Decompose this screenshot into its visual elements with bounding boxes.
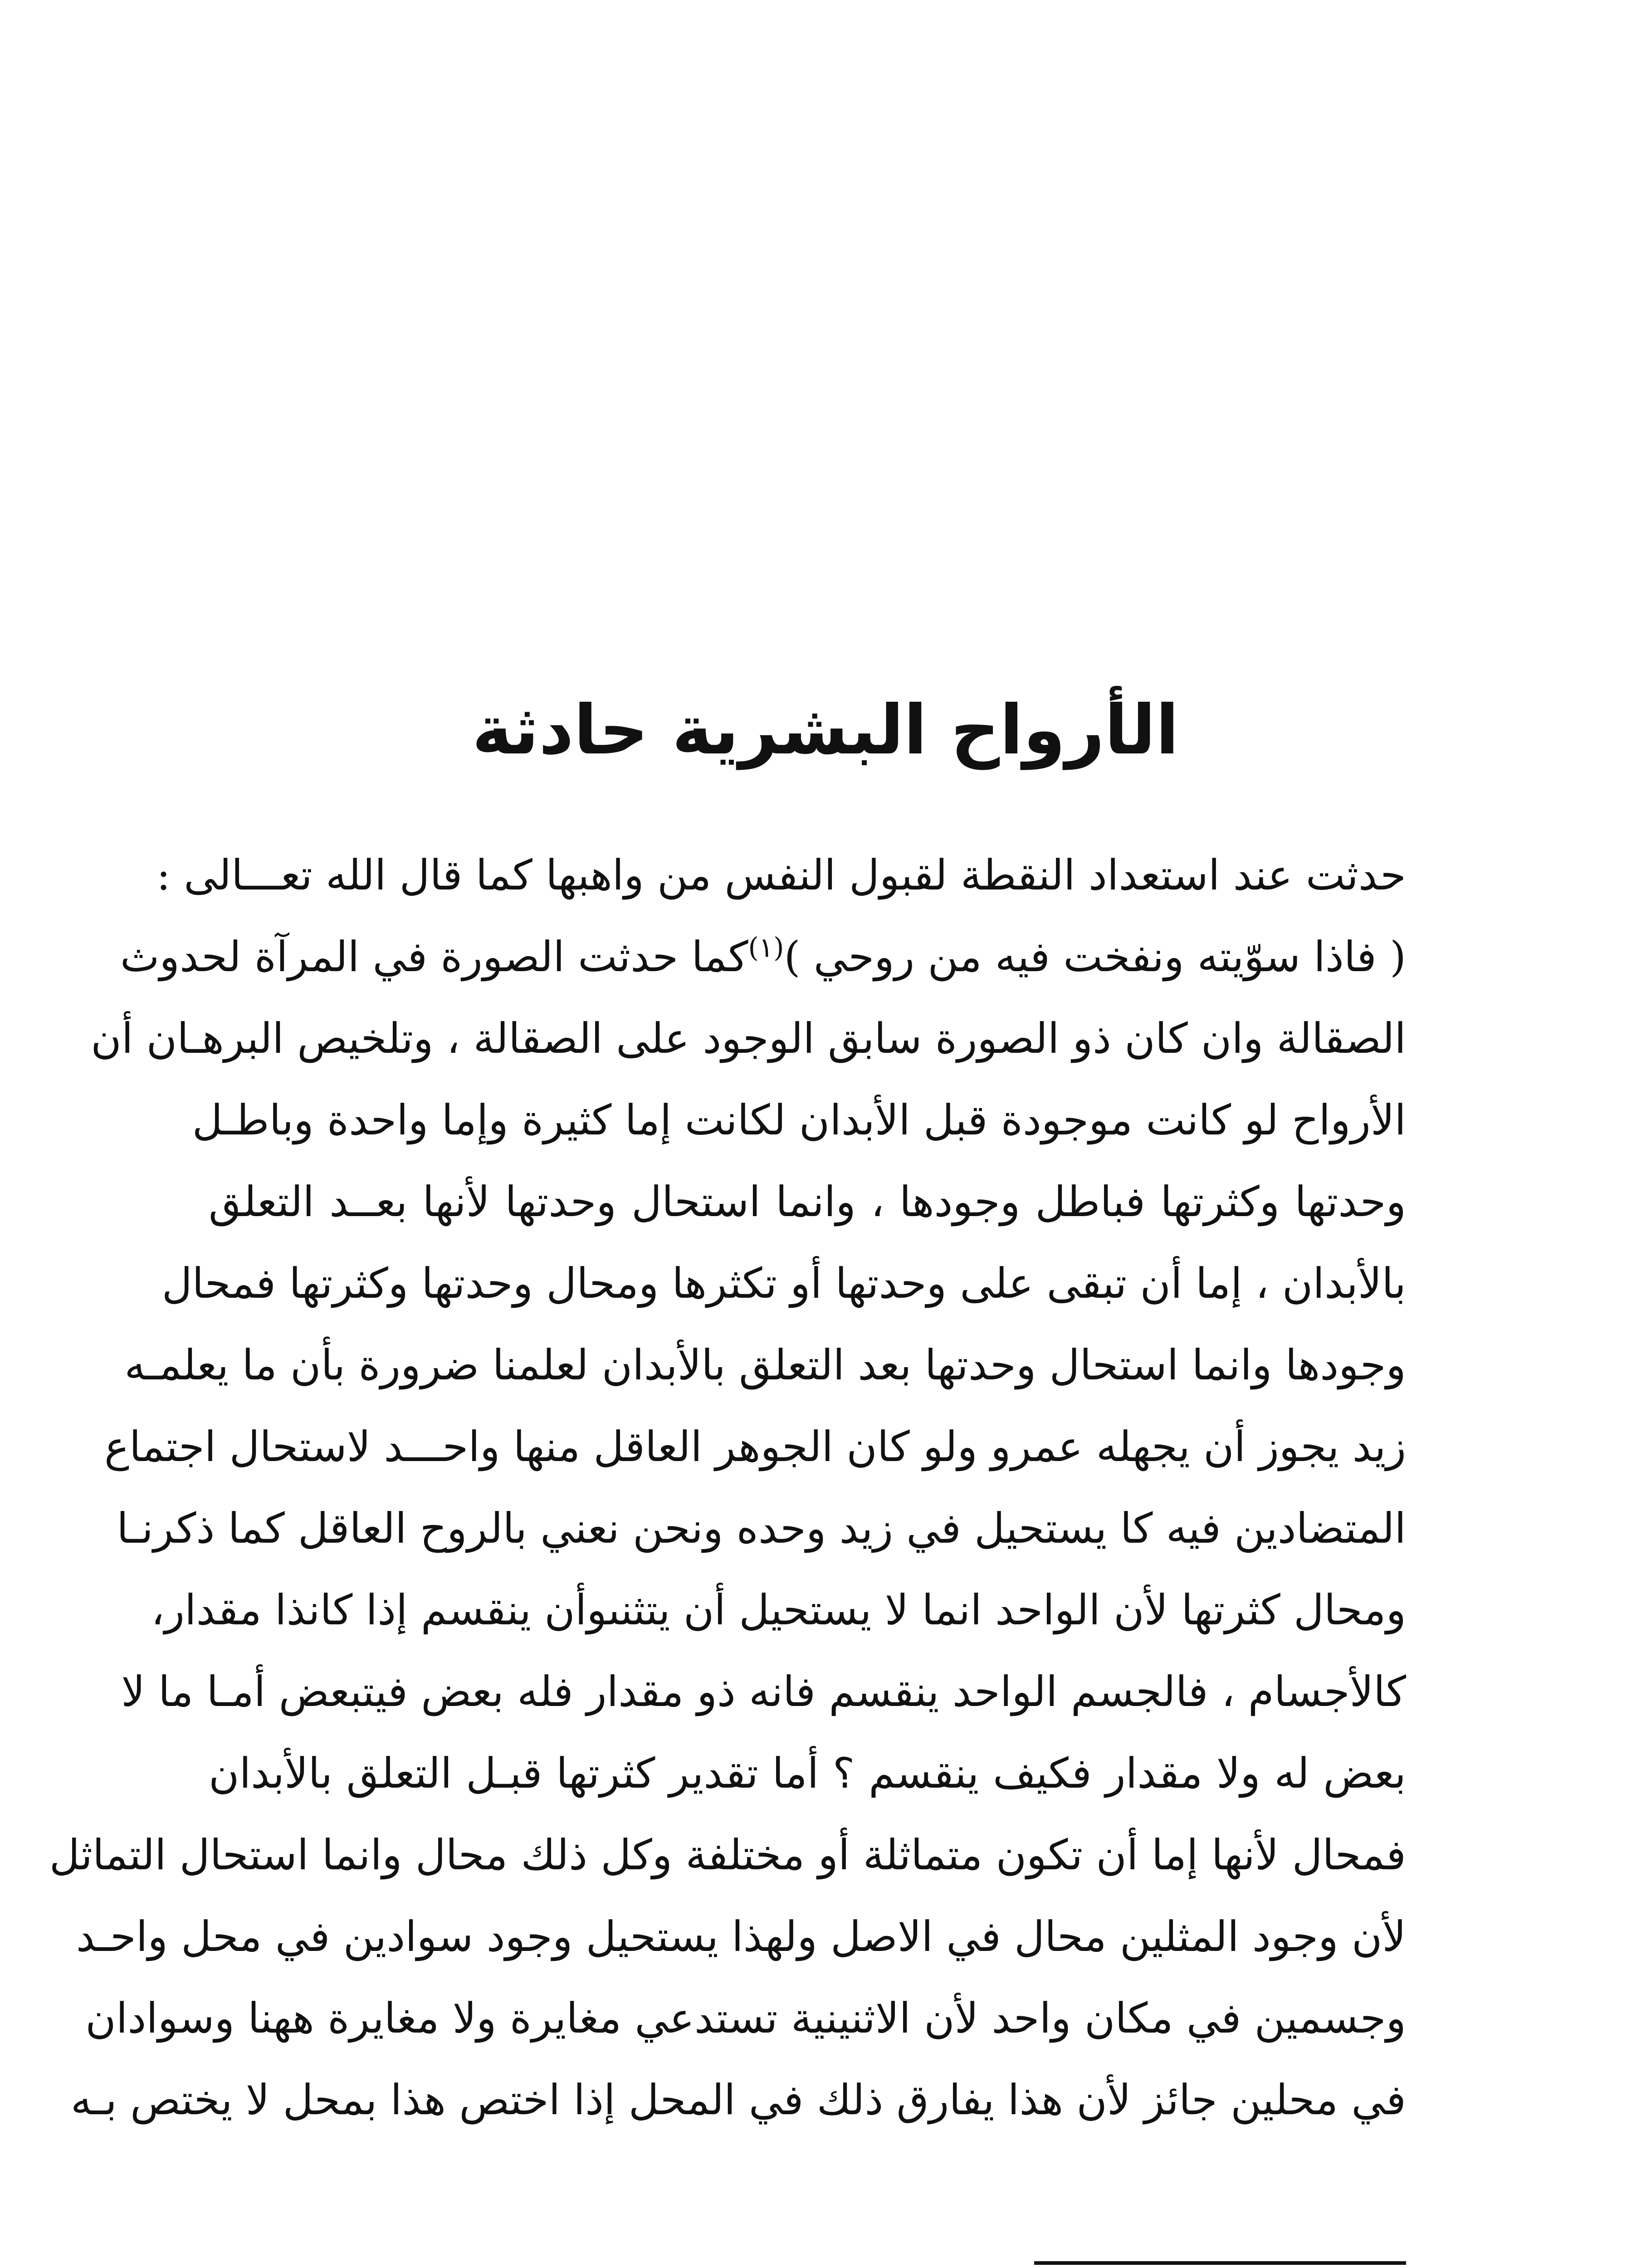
text-line-4: الأرواح لو كانت موجودة قبل الأبدان لكانت إما كثيرة وإما واحدة وباطـل [192,1096,1406,1144]
quran-quote: ( فاذا سوّيته ونفخت فيه من روحي ) [784,933,1406,981]
text-line-7: وجودها وانما استحال وحدتها بعد التعلق بالأبدان لعلمنا ضرورة بأن ما يعلمـه [124,1341,1406,1389]
footnote-divider [1034,2261,1406,2265]
text-line-3: الصقالة وان كان ذو الصورة سابق الوجود على الصقالة ، وتلخيص البرهـان أن [91,1014,1406,1063]
text-line-6: بالأبدان ، إما أن تبقى على وحدتها أو تكثرها ومحال وحدتها وكثرتها فمحال [161,1259,1406,1308]
body-text [49,835,1406,2141]
text-line-2 [120,916,1406,998]
text-line-13: فمحال لأنها إما أن تكون متماثلة أو مختلفة وكل ذلك محال وانما استحال التماثل [49,1831,1406,1879]
text-line-11: كالأجسام ، فالجسم الواحد ينقسم فانه ذو مقدار فله بعض فيتبعض أمـا ما لا [121,1667,1406,1716]
text-line-10: ومحال كثرتها لأن الواحد انما لا يستحيل أن يتثنىوأن ينقسم إذا كانذا مقدار، [151,1586,1406,1634]
text-line-5: وحدتها وكثرتها فباطل وجودها ، وانما استحال وحدتها لأنها بعــد التعلق [209,1178,1406,1226]
text-line-12: بعض له ولا مقدار فكيف ينقسم ؟ أما تقدير كثرتها قبـل التعلق بالأبدان [209,1749,1406,1798]
text-line-14: لأن وجود المثلين محال في الاصل ولهذا يستحيل وجود سوادين في محل واحـد [76,1912,1406,1961]
text-line-1: حدثت عند استعداد النقطة لقبول النفس من واهبها كما قال الله تعـــالى : [156,851,1406,899]
text-line-15: وجسمين في مكان واحد لأن الاثنينية تستدعي مغايرة ولا مغايرة ههنا وسوادان [85,1994,1406,2043]
chapter-title: الأرواح البشرية حادثة [472,691,1179,770]
text-line-9: المتضادين فيه كا يستحيل في زيد وحده ونحن نعني بالروح العاقل كما ذكرنـا [117,1504,1406,1553]
text-line-8: زيد يجوز أن يجهله عمرو ولو كان الجوهر العاقل منها واحـــد لاستحال اجتماع [104,1422,1406,1471]
text-line-2-tail: كما حدثت الصورة في المرآة لحدوث [120,933,748,981]
footnote-marker: (١) [748,932,784,964]
text-line-16: في محلين جائز لأن هذا يفارق ذلك في المحل إذا اختص هذا بمحل لا يختص بـه [71,2076,1406,2124]
